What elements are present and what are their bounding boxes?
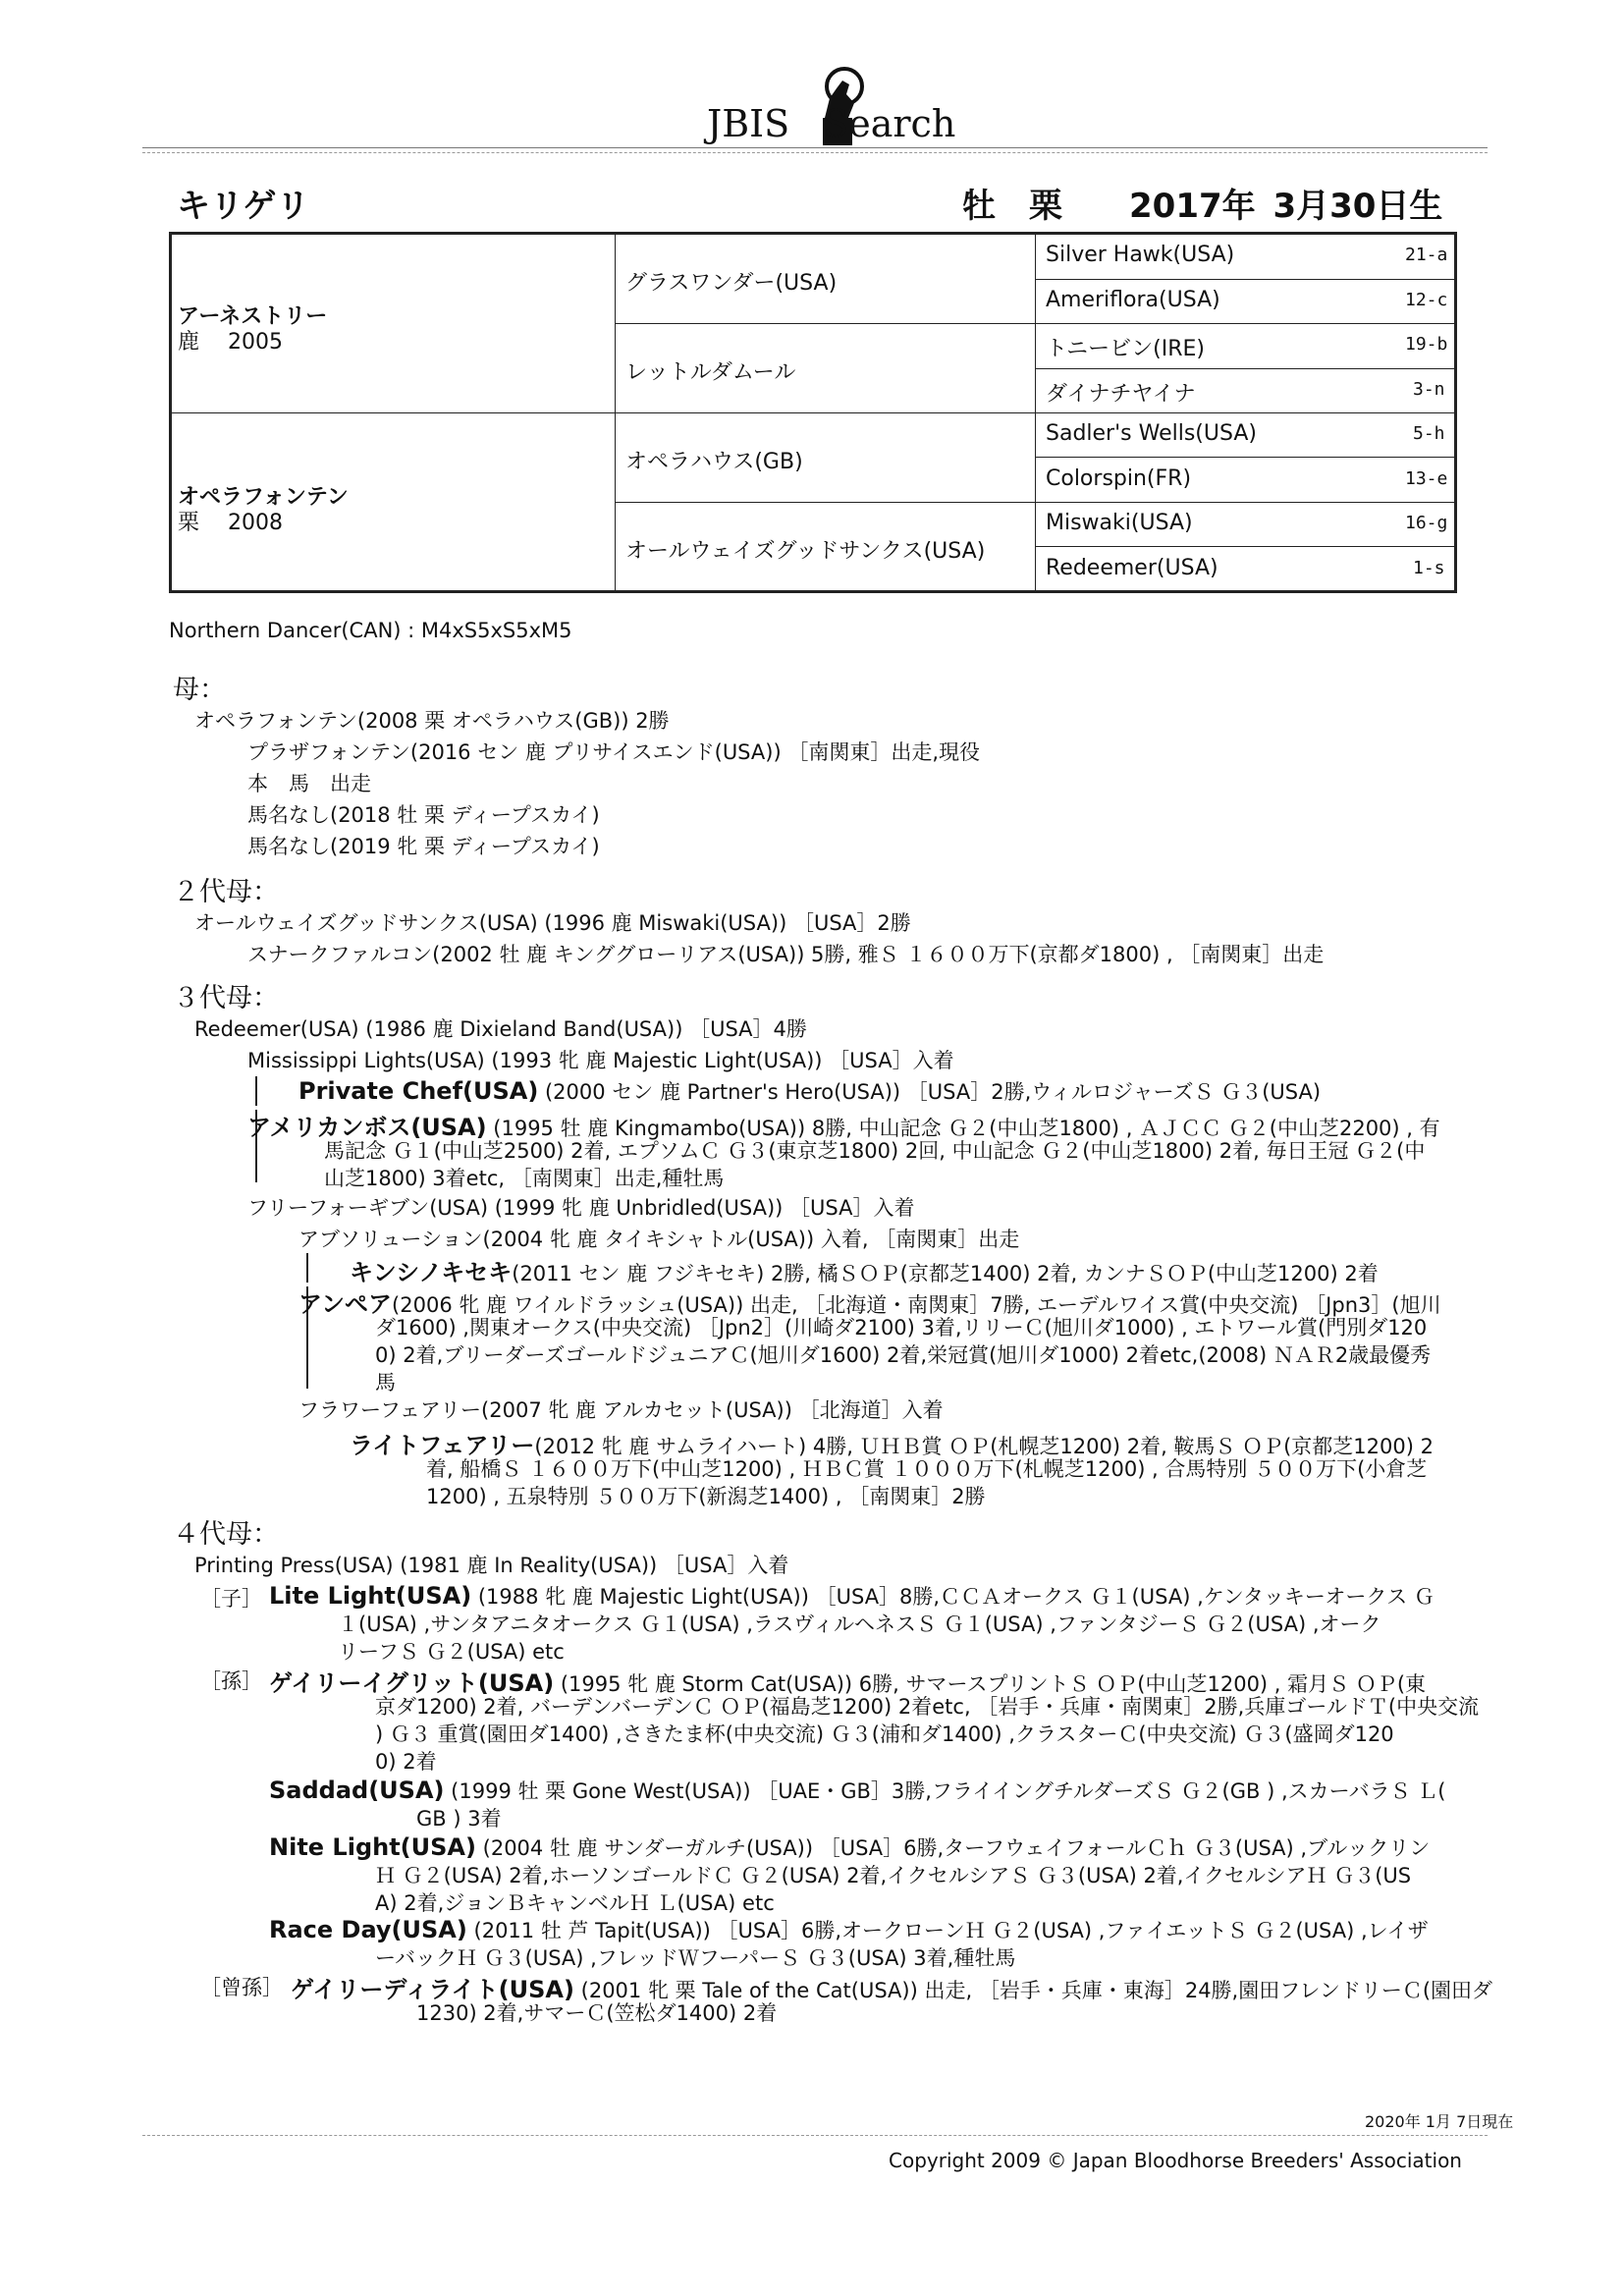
fourth-dam-heading: ４代母： — [173, 1519, 279, 1550]
relation-tag: ［孫］ — [200, 1669, 262, 1693]
fourth-dam-line: ) Ｇ３ 重賞(園田ダ1400) ,さきたま杯(中央交流) Ｇ３(浦和ダ1400) ,クラスターＣ(中央交流) Ｇ３(盛岡ダ120 — [375, 1722, 1394, 1746]
dam-line: プラザフォンテン(2016 セン 鹿 プリサイスエンド(USA)) ［南関東］出走,現役 — [247, 740, 981, 764]
fourth-dam-line: Printing Press(USA) (1981 鹿 In Reality(USA)) ［USA］入着 — [194, 1554, 789, 1577]
fourth-dam-line: Lite Light(USA) (1988 牝 鹿 Majestic Light(USA)) ［USA］8勝,ＣＣＡオークス Ｇ１(USA) ,ケンタッキーオークス Ｇ — [269, 1582, 1435, 1610]
fourth-dam-line: 1230) 2着,サマーＣ(笠松ダ1400) 2着 — [416, 2001, 778, 2025]
gen3-8: Redeemer(USA) — [1046, 556, 1218, 580]
header-rule-dashed — [142, 152, 1488, 153]
gen3-4: ダイナチヤイナ — [1046, 382, 1196, 407]
fourth-dam-line: 0) 2着 — [375, 1750, 437, 1774]
dam-detail: 栗 2008 — [178, 511, 283, 535]
jbis-search-logo: JBIS Search — [687, 59, 962, 147]
gen3-7: Miswaki(USA) — [1046, 511, 1193, 535]
third-dam-line: アメリカンボス(USA) (1995 牡 鹿 Kingmambo(USA)) 8勝, 中山記念 Ｇ２(中山芝1800) , ＡＪＣＣ Ｇ２(中山芝2200) , 有 — [247, 1114, 1440, 1141]
relation-tag: ［曾孫］ — [200, 1976, 283, 1999]
fourth-dam-line: ゲイリーディライト(USA) (2001 牝 栗 Tale of the Cat(USA)) 出走, ［岩手・兵庫・東海］24勝,園田フレンドリーＣ(園田ダ — [291, 1976, 1493, 2003]
relation-tag: ［子］ — [200, 1587, 262, 1611]
third-dam-line: 馬 — [375, 1371, 396, 1394]
gen3-6: Colorspin(FR) — [1046, 466, 1192, 491]
gen3-2: Ameriflora(USA) — [1046, 288, 1220, 312]
third-dam-line: Mississippi Lights(USA) (1993 牝 鹿 Majestic Light(USA)) ［USA］入着 — [247, 1049, 954, 1072]
gen3-7-family: 16-g — [1405, 513, 1448, 533]
gen3-3: トニービン(IRE) — [1046, 337, 1205, 361]
third-dam-line: アブソリューション(2004 牝 鹿 タイキシャトル(USA)) 入着, ［南関東］出走 — [298, 1228, 1020, 1251]
fourth-dam-line: Saddad(USA) (1999 牡 栗 Gone West(USA)) ［UAE・GB］3勝,フライイングチルダーズＳ Ｇ２(GB ) ,スカーバラＳ Ｌ( — [269, 1777, 1446, 1804]
gen3-3-family: 19-b — [1405, 334, 1448, 355]
fourth-dam-line: １(USA) ,サンタアニタオークス Ｇ１(USA) ,ラスヴィルヘネスＳ Ｇ１(USA) ,ファンタジーＳ Ｇ２(USA) ,オーク — [338, 1613, 1381, 1636]
third-dam-line: Redeemer(USA) (1986 鹿 Dixieland Band(USA)) ［USA］4勝 — [194, 1017, 807, 1041]
dam-section-heading: 母： — [173, 675, 226, 705]
fourth-dam-line: ゲイリーイグリット(USA) (1995 牝 鹿 Storm Cat(USA)) 6勝, サマースプリントＳ ＯＰ(中山芝1200) , 霜月Ｓ ＯＰ(東 — [269, 1669, 1427, 1697]
third-dam-line: Private Chef(USA) (2000 セン 鹿 Partner's Hero(USA)) ［USA］2勝,ウィルロジャーズＳ Ｇ３(USA) — [298, 1077, 1322, 1105]
inbreeding-note: Northern Dancer(CAN) : M4xS5xS5xM5 — [169, 619, 572, 642]
third-dam-line: フリーフォーギブン(USA) (1999 牝 鹿 Unbridled(USA)) ［USA］入着 — [247, 1196, 915, 1220]
fourth-dam-line: Race Day(USA) (2011 牡 芦 Tapit(USA)) ［USA］6勝,オークローンＨ Ｇ２(USA) ,ファイエットＳ Ｇ２(USA) ,レイザ — [269, 1916, 1429, 1943]
sire-name: アーネストリー — [178, 304, 328, 329]
sire-dam: レットルダムール — [625, 360, 796, 385]
horse-birth-info: 牡 栗 2017年 3月30日生 — [962, 187, 1443, 226]
gen3-5-family: 5-h — [1413, 423, 1445, 444]
dam-sire: オペラハウス(GB) — [625, 450, 803, 474]
third-dam-line: キンシノキセキ(2011 セン 鹿 フジキセキ) 2勝, 橘ＳＯＰ(京都芝1400) 2着, カンナＳＯＰ(中山芝1200) 2着 — [350, 1259, 1379, 1286]
third-dam-line: 1200) , 五泉特別 ５００万下(新潟芝1400) , ［南関東］2勝 — [426, 1485, 986, 1508]
gen3-4-family: 3-n — [1413, 379, 1445, 400]
pedigree-table — [169, 232, 1457, 593]
dam-line: 本 馬 出走 — [247, 772, 371, 795]
third-dam-line: フラワーフェアリー(2007 牝 鹿 アルカセット(USA)) ［北海道］入着 — [298, 1398, 944, 1422]
third-dam-line: 馬記念 Ｇ１(中山芝2500) 2着, エプソムＣ Ｇ３(東京芝1800) 2回, 中山記念 Ｇ２(中山芝1800) 2着, 毎日王冠 Ｇ２(中 — [324, 1139, 1426, 1163]
third-dam-heading: ３代母： — [173, 983, 279, 1013]
second-dam-line: オールウェイズグッドサンクス(USA) (1996 鹿 Miswaki(USA)) ［USA］2勝 — [194, 911, 911, 935]
third-dam-line: アンペア(2006 牝 鹿 ワイルドラッシュ(USA)) 出走, ［北海道・南関東］7勝, エーデルワイス賞(中央交流) ［Jpn3］(旭川 — [298, 1290, 1441, 1318]
third-dam-line: ライトフェアリー(2012 牝 鹿 サムライハート) 4勝, ＵＨＢ賞 ＯＰ(札幌芝1200) 2着, 鞍馬Ｓ ＯＰ(京都芝1200) 2 — [350, 1432, 1434, 1459]
gen3-1-family: 21-a — [1405, 245, 1448, 265]
fourth-dam-line: A) 2着,ジョンＢキャンベルＨ Ｌ(USA) etc — [375, 1891, 775, 1915]
dam-dam: オールウェイズグッドサンクス(USA) — [625, 539, 986, 564]
second-dam-heading: ２代母： — [173, 877, 279, 907]
sire-sire: グラスワンダー(USA) — [625, 271, 838, 296]
dam-line: オペラフォンテン(2008 栗 オペラハウス(GB)) 2勝 — [194, 709, 670, 733]
as-of-date: 2020年 1月 7日現在 — [1365, 2112, 1514, 2131]
family-bar — [306, 1253, 308, 1283]
horse-name: キリゲリ — [177, 187, 310, 226]
gen3-6-family: 13-e — [1405, 468, 1448, 489]
fourth-dam-line: 京ダ1200) 2着, バーデンバーデンＣ ＯＰ(福島芝1200) 2着etc, ［岩手・兵庫・南関東］2勝,兵庫ゴールドＴ(中央交流 — [375, 1695, 1480, 1719]
fourth-dam-line: GB ) 3着 — [416, 1807, 502, 1831]
third-dam-line: 0) 2着,ブリーダーズゴールドジュニアＣ(旭川ダ1600) 2着,栄冠賞(旭川ダ1000) 2着etc,(2008) ＮＡＲ2歳最優秀 — [375, 1343, 1432, 1367]
dam-line: 馬名なし(2018 牡 栗 ディープスカイ) — [247, 803, 600, 827]
copyright: Copyright 2009 © Japan Bloodhorse Breeders' Association — [889, 2149, 1462, 2172]
gen3-1: Silver Hawk(USA) — [1046, 243, 1235, 267]
gen3-8-family: 1-s — [1413, 558, 1445, 578]
footer-rule — [142, 2135, 1488, 2136]
dam-name: オペラフォンテン — [178, 485, 349, 510]
sire-detail: 鹿 2005 — [178, 330, 283, 355]
fourth-dam-line: リーフＳ Ｇ２(USA) etc — [338, 1640, 565, 1664]
third-dam-line: 着, 船橋Ｓ １６００万下(中山芝1200) , ＨＢＣ賞 １０００万下(札幌芝1200) , 合馬特別 ５００万下(小倉芝 — [426, 1457, 1428, 1481]
second-dam-line: スナークファルコン(2002 牡 鹿 キンググローリアス(USA)) 5勝, 雅Ｓ １６００万下(京都ダ1800) , ［南関東］出走 — [247, 943, 1325, 966]
gen3-5: Sadler's Wells(USA) — [1046, 421, 1257, 446]
family-bar — [255, 1076, 257, 1106]
fourth-dam-line: Nite Light(USA) (2004 牡 鹿 サンダーガルチ(USA)) ［USA］6勝,ターフウェイフォールＣｈ Ｇ３(USA) ,ブルックリン — [269, 1833, 1431, 1861]
fourth-dam-line: ーバックＨ Ｇ３(USA) ,フレッドＷフーパーＳ Ｇ３(USA) 3着,種牡馬 — [375, 1946, 1016, 1970]
third-dam-line: ダ1600) ,関東オークス(中央交流) ［Jpn2］(川崎ダ2100) 3着,リリーＣ(旭川ダ1000) , エトワール賞(門別ダ120 — [375, 1316, 1428, 1339]
header-rule — [142, 147, 1488, 148]
dam-line: 馬名なし(2019 牝 栗 ディープスカイ) — [247, 835, 600, 858]
fourth-dam-line: Ｈ Ｇ２(USA) 2着,ホーソンゴールドＣ Ｇ２(USA) 2着,イクセルシアＳ Ｇ３(USA) 2着,イクセルシアＨ Ｇ３(US — [375, 1864, 1412, 1887]
gen3-2-family: 12-c — [1405, 290, 1448, 310]
third-dam-line: 山芝1800) 3着etc, ［南関東］出走,種牡馬 — [324, 1167, 725, 1190]
